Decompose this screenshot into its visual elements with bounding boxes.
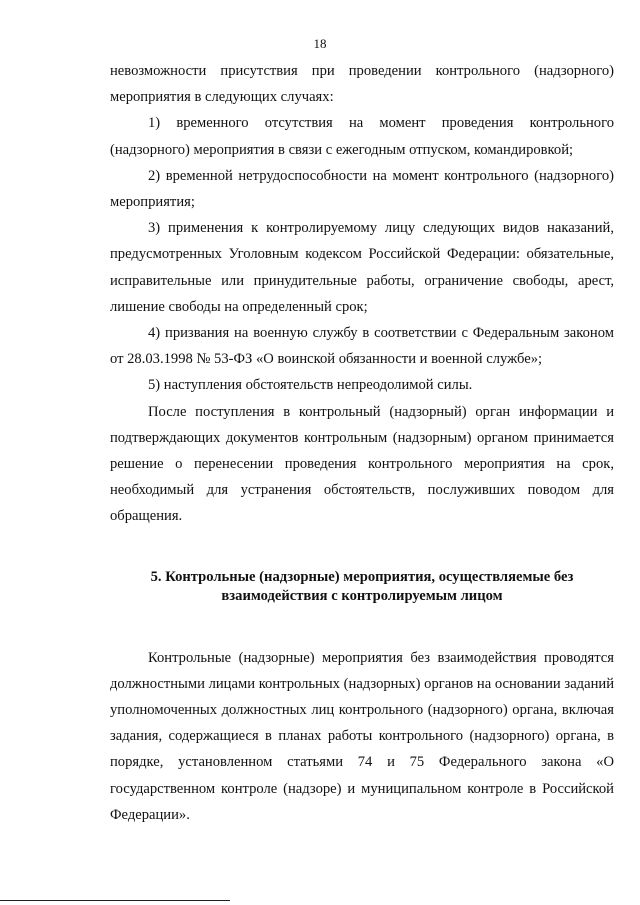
list-item: 2) временной нетрудоспособности на момент контрольного (надзорного) мероприятия; — [110, 167, 614, 211]
page-number: 18 — [313, 36, 327, 51]
list-item: 1) временного отсутствия на момент проведения контрольного (надзорного) мероприятия в связи с ежегодным отпуском, командировкой; — [110, 115, 614, 158]
list-item: 4) призвания на военную службу в соответствии с Федеральным законом от 28.03.1998 № 53-ФЗ «О воинской обязанности и военной службе»; — [110, 325, 614, 368]
paragraphs-after — [110, 645, 614, 828]
section-heading-line: взаимодействия с контролируемым лицом — [221, 587, 503, 604]
list-item: 3) применения к контролируемому лицу следующих видов наказаний, предусмотренных Уголовным кодексом Российской Федерации: обязательные, исправительные или принудительные работы, ограничение свободы, арест, лишение свободы на определенный срок; — [110, 220, 614, 315]
paragraphs-before — [110, 58, 614, 530]
paragraph: невозможности присутствия при проведении контрольного (надзорного) мероприятия в следующих случаях: — [110, 63, 614, 106]
document-body — [110, 58, 614, 828]
section-heading-line: 5. Контрольные (надзорные) мероприятия, осуществляемые без — [150, 568, 574, 585]
footnote-divider — [0, 900, 230, 901]
paragraph: Контрольные (надзорные) мероприятия без взаимодействия проводятся должностными лицами контрольных (надзорных) органов на основании заданий уполномоченных должностных лиц контрольного (надзорного) органа, включая задания, содержащиеся в планах работы контрольного (надзорного) органа, в порядке, установленном статьями 74 и 75 Федерального закона «О государственном контроле (надзоре) и муниципальном контроле в Российской Федерации». — [110, 649, 614, 823]
list-item: 5) наступления обстоятельств непреодолимой силы. — [148, 377, 473, 394]
section-heading — [110, 568, 614, 606]
paragraph: После поступления в контрольный (надзорный) орган информации и подтверждающих документов контрольным (надзорным) органом принимается решение о перенесении проведения контрольного мероприятия на срок, необходимый для устранения обстоятельств, послуживших поводом для обращения. — [110, 403, 614, 525]
